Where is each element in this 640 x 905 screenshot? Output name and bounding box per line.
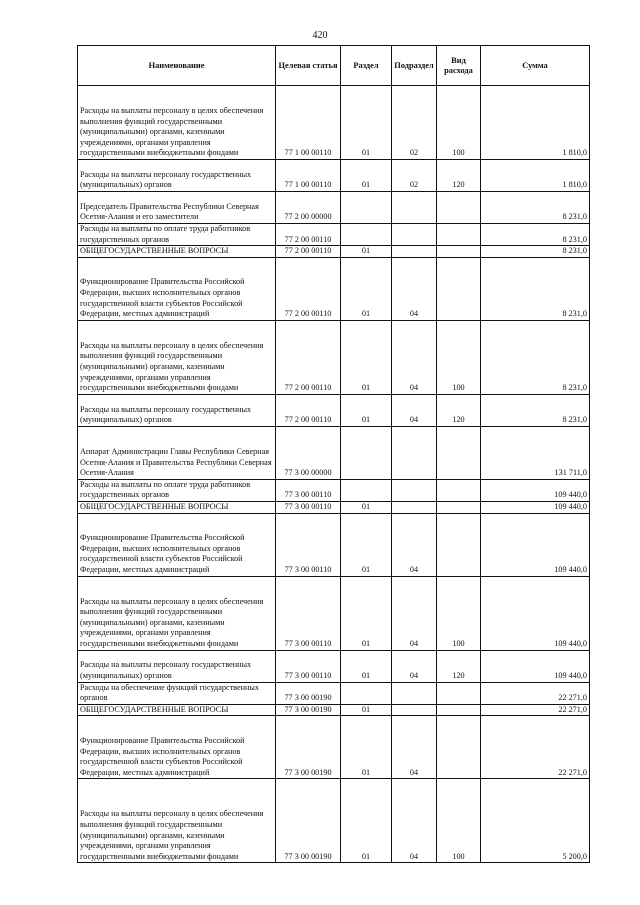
cell-name: Аппарат Администрации Главы Республики Северная Осетия-Алания и Правительства Республики Северная Осетия-Алания [78,426,276,479]
cell-section: 01 [341,257,392,320]
cell-section [341,479,392,501]
cell-code: 77 3 00 00110 [276,501,341,513]
cell-code: 77 3 00 00110 [276,479,341,501]
cell-name: Расходы на выплаты персоналу государственных (муниципальных) органов [78,650,276,682]
table-row [78,513,590,576]
cell-kind [437,513,481,576]
cell-subsection [392,224,437,246]
cell-subsection: 04 [392,650,437,682]
table-row [78,682,590,704]
cell-subsection [392,682,437,704]
cell-subsection: 04 [392,513,437,576]
table-row [78,246,590,258]
cell-name: Расходы на обеспечение функций государственных органов [78,682,276,704]
cell-sum: 8 231,0 [481,394,590,426]
cell-kind: 120 [437,160,481,192]
cell-section: 01 [341,501,392,513]
cell-sum: 8 231,0 [481,246,590,258]
cell-code: 77 1 00 00110 [276,86,341,160]
cell-kind [437,224,481,246]
cell-code: 77 2 00 00110 [276,394,341,426]
cell-name: ОБЩЕГОСУДАРСТВЕННЫЕ ВОПРОСЫ [78,704,276,716]
cell-sum: 8 231,0 [481,320,590,394]
cell-sum: 109 440,0 [481,513,590,576]
cell-section: 01 [341,704,392,716]
cell-kind [437,716,481,779]
cell-section [341,224,392,246]
table-row [78,426,590,479]
cell-name: Расходы на выплаты по оплате труда работников государственных органов [78,479,276,501]
cell-code: 77 3 00 00110 [276,576,341,650]
cell-section: 01 [341,160,392,192]
cell-section [341,426,392,479]
table-row [78,192,590,224]
cell-kind [437,501,481,513]
cell-name: Расходы на выплаты персоналу государственных (муниципальных) органов [78,394,276,426]
cell-section: 01 [341,576,392,650]
cell-sum: 8 231,0 [481,257,590,320]
header-section: Раздел [341,46,392,86]
cell-section [341,192,392,224]
cell-name: Функционирование Правительства Российской Федерации, высших исполнительных органов государственной власти субъектов Российской Федерации, местных администраций [78,513,276,576]
table-row [78,86,590,160]
cell-name: Расходы на выплаты персоналу в целях обеспечения выполнения функций государственными (муниципальными) органами, казенными учреждениями, органами управления государственными внебюджетными фондами [78,86,276,160]
cell-subsection: 02 [392,160,437,192]
cell-name: Расходы на выплаты персоналу в целях обеспечения выполнения функций государственными (муниципальными) органами, казенными учреждениями, органами управления государственными внебюджетными фондами [78,576,276,650]
cell-sum: 109 440,0 [481,479,590,501]
cell-section: 01 [341,716,392,779]
cell-subsection: 04 [392,394,437,426]
cell-code: 77 1 00 00110 [276,160,341,192]
cell-code: 77 2 00 00110 [276,246,341,258]
cell-name: Функционирование Правительства Российской Федерации, высших исполнительных органов государственной власти субъектов Российской Федерации, местных администраций [78,716,276,779]
table-row [78,716,590,779]
table-row [78,257,590,320]
cell-sum: 109 440,0 [481,650,590,682]
cell-code: 77 3 00 00190 [276,716,341,779]
table-row [78,779,590,863]
cell-sum: 22 271,0 [481,716,590,779]
header-sum: Сумма [481,46,590,86]
table-row [78,160,590,192]
cell-sum: 8 231,0 [481,192,590,224]
cell-subsection: 02 [392,86,437,160]
cell-kind: 100 [437,576,481,650]
cell-kind: 120 [437,394,481,426]
cell-subsection: 04 [392,320,437,394]
cell-code: 77 3 00 00190 [276,682,341,704]
cell-code: 77 3 00 00190 [276,704,341,716]
cell-kind [437,192,481,224]
cell-subsection: 04 [392,576,437,650]
cell-name: ОБЩЕГОСУДАРСТВЕННЫЕ ВОПРОСЫ [78,246,276,258]
cell-section: 01 [341,246,392,258]
cell-code: 77 3 00 00110 [276,513,341,576]
cell-name: Расходы на выплаты по оплате труда работников государственных органов [78,224,276,246]
cell-kind: 100 [437,320,481,394]
cell-subsection [392,192,437,224]
table-row [78,479,590,501]
cell-kind: 120 [437,650,481,682]
cell-code: 77 3 00 00000 [276,426,341,479]
page-number: 420 [312,30,328,41]
cell-subsection [392,704,437,716]
cell-section: 01 [341,513,392,576]
table-row [78,501,590,513]
cell-subsection [392,479,437,501]
cell-sum: 1 810,0 [481,86,590,160]
table-row [78,224,590,246]
cell-subsection [392,426,437,479]
cell-subsection: 04 [392,257,437,320]
cell-kind [437,257,481,320]
table-body [78,86,590,863]
cell-name: Функционирование Правительства Российской Федерации, высших исполнительных органов государственной власти субъектов Российской Федерации, местных администраций [78,257,276,320]
cell-sum: 8 231,0 [481,224,590,246]
cell-kind: 100 [437,86,481,160]
budget-table [77,45,590,863]
cell-kind: 100 [437,779,481,863]
cell-section: 01 [341,650,392,682]
header-name: Наименование [78,46,276,86]
cell-subsection: 04 [392,779,437,863]
cell-subsection: 04 [392,716,437,779]
cell-name: Расходы на выплаты персоналу в целях обеспечения выполнения функций государственными (муниципальными) органами, казенными учреждениями, органами управления государственными внебюджетными фондами [78,320,276,394]
cell-section: 01 [341,394,392,426]
cell-code: 77 2 00 00110 [276,320,341,394]
cell-section: 01 [341,779,392,863]
cell-kind [437,704,481,716]
table-row [78,320,590,394]
cell-section: 01 [341,86,392,160]
cell-kind [437,479,481,501]
cell-code: 77 2 00 00110 [276,224,341,246]
cell-subsection [392,501,437,513]
cell-kind [437,426,481,479]
cell-sum: 1 810,0 [481,160,590,192]
cell-sum: 5 200,0 [481,779,590,863]
cell-kind [437,682,481,704]
table-row [78,394,590,426]
cell-sum: 109 440,0 [481,501,590,513]
cell-code: 77 3 00 00190 [276,779,341,863]
cell-sum: 22 271,0 [481,682,590,704]
cell-name: ОБЩЕГОСУДАРСТВЕННЫЕ ВОПРОСЫ [78,501,276,513]
table-header-row [78,46,590,86]
cell-name: Расходы на выплаты персоналу в целях обеспечения выполнения функций государственными (муниципальными) органами, казенными учреждениями, органами управления государственными внебюджетными фондами [78,779,276,863]
cell-code: 77 3 00 00110 [276,650,341,682]
cell-section: 01 [341,320,392,394]
cell-kind [437,246,481,258]
cell-section [341,682,392,704]
cell-code: 77 2 00 00110 [276,257,341,320]
cell-name: Расходы на выплаты персоналу государственных (муниципальных) органов [78,160,276,192]
table-row [78,576,590,650]
cell-sum: 131 711,0 [481,426,590,479]
table-row [78,704,590,716]
cell-subsection [392,246,437,258]
header-subsection: Подраздел [392,46,437,86]
cell-name: Председатель Правительства Республики Северная Осетия-Алания и его заместители [78,192,276,224]
cell-sum: 109 440,0 [481,576,590,650]
table-row [78,650,590,682]
cell-code: 77 2 00 00000 [276,192,341,224]
header-kind: Вид расхода [437,46,481,86]
header-code: Целевая статья [276,46,341,86]
cell-sum: 22 271,0 [481,704,590,716]
